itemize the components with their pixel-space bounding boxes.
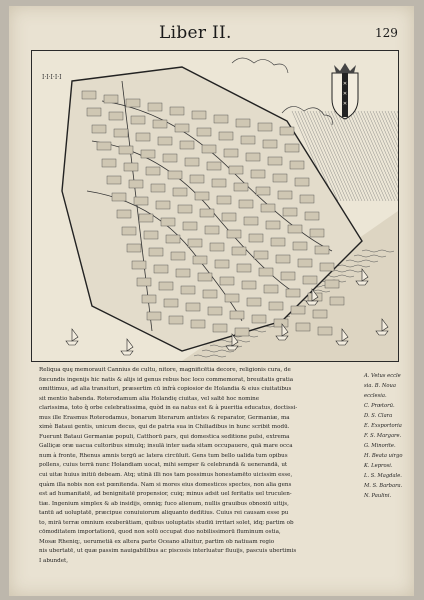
legend-item: E. Exsportoria xyxy=(364,423,402,429)
text-line: clarissima, toto q̃ orbe celebratissima, quòd in ea natus est & à pueritia educatus, doctissi- xyxy=(39,405,298,412)
page-title: Liber II. xyxy=(159,23,232,43)
text-line: num à fronte, Rhenus amnis tergū ac latera circūluit. Gens tum bello ualida tum opibus xyxy=(39,452,288,459)
legend-item: K. Leprosi. xyxy=(364,463,393,469)
text-line: pollens, cuius terrā nunc Holandiam uocat, mihi semper & celebrandā & uenerandā, ut xyxy=(39,462,288,469)
svg-text:✕: ✕ xyxy=(342,101,348,107)
map-illustration xyxy=(32,51,398,361)
svg-text:✕: ✕ xyxy=(342,81,348,87)
legend-item: F. S. Margare. xyxy=(364,433,402,439)
text-line: sit mentio habenda. Roterodamum alia Holandię ciuitas, vel saltē hoc nomine xyxy=(39,395,260,402)
legend-item: C. Prætorū. xyxy=(364,403,395,409)
legend-item: sia. B. Noua xyxy=(364,383,396,389)
text-line: nis ubertatē, ut quæ passim nauigabilibus ac piscosis interluatur fluuijs, pascuis ubertimis xyxy=(39,548,297,555)
legend-item: ecclesia. xyxy=(364,393,387,399)
text-line: ximè Bataui gentis, unicum decus, qui de patria sua in Chiliadibus in hunc scribit modū. xyxy=(39,424,290,431)
svg-text:✕: ✕ xyxy=(342,91,348,97)
text-line: est ad humanitatē, ad benignitatē propensior, cuiq; minus adsit uel feritatis uel truculen- xyxy=(39,491,292,498)
legend-item: N. Paulini. xyxy=(364,493,392,499)
text-line: Galliçæ oræ uacua cultoribus simulq; insulā inter uada sitam occupauere, quā mare occa xyxy=(39,443,293,450)
legend-item: M. S. Barbara. xyxy=(364,483,403,489)
coat-of-arms-icon xyxy=(332,63,358,119)
text-line: tantū ad uoluptatē, præcipue conuiuiorum aliquanto deditius. Cuius rei causam esse pu xyxy=(39,510,289,517)
legend-item: G. Minorite. xyxy=(364,443,396,449)
text-line: tiæ. Ingenium simplex & ab insidijs, omniq; fuco alienum, nullis grauibus obnoxiū uitijs, xyxy=(39,500,289,507)
text-line: Reliqua quę memorauit Cannius de cultu, nitore, magnificētia decore, religionis cura, de xyxy=(39,367,291,373)
text-line: omittimus, ad alia transituri, præsertim cū infrà copiosior de Holandia & eius ciuitatibus xyxy=(39,386,292,393)
legend-item: H. Beata uirgo xyxy=(364,453,403,459)
book-page xyxy=(9,6,414,596)
legend-item: D. S. Clara xyxy=(364,413,393,419)
map-scale-label: I·I·I·I·I xyxy=(42,74,62,81)
text-line: cui uitæ huius initiū debeam. Atq; utinā illi nos tam possimus honestamēto uicissim esse, xyxy=(39,472,293,479)
city-map-woodcut xyxy=(31,50,399,362)
legend-item: A. Vetus eccle xyxy=(364,373,401,379)
text-line: fœcundis ingenijs hic natis & alijs id genus rebus hoc loco commemorat, breuitatis gratia xyxy=(39,376,294,383)
text-line: to, mirā terræ omnium exuberātiam, quibus uoluptatis studiū irritari solet, idq; partim ob xyxy=(39,519,294,526)
text-line: mus ille Erasmus Roterodamus, bonarum literarum antistes & reparator, Germaniæ, ma xyxy=(39,414,290,421)
text-line: Fuerunt Bataui Germaniæ populi, Catthorū pars, qui domestica seditione pulsi, extrema xyxy=(39,433,290,440)
legend-item: L. S. Magdale. xyxy=(364,473,402,479)
map-legend xyxy=(364,371,424,501)
text-line: cōmoditatem importationū, quod non solū occupat duo nobilissimorū fluminum ostia, xyxy=(39,529,281,536)
text-line: Mosæ Rheniq;, uerumetiā ex altera parte Oceano alluitur, partim ob natiuam regio xyxy=(39,538,275,545)
text-line: I abundet, xyxy=(39,557,69,564)
body-text xyxy=(39,366,361,566)
page-number: 129 xyxy=(375,26,398,40)
text-line: quàm illa nobis non est pœnitenda. Nam si mores eius domesticos spectes, non alia gens xyxy=(39,481,292,488)
